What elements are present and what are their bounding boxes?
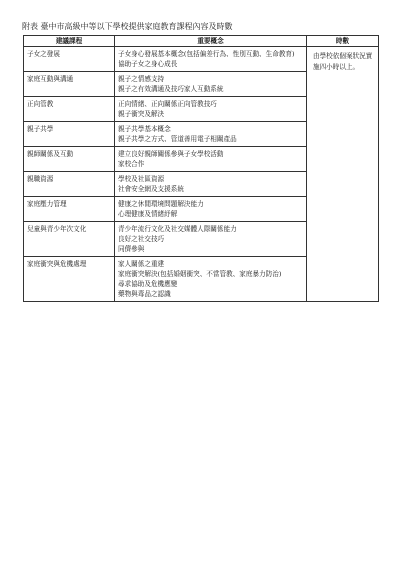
concepts-cell [115, 147, 307, 172]
course-cell: 正向管教 [24, 97, 115, 122]
course-cell: 家庭壓力管理 [24, 197, 115, 222]
concept-item: 家人關係之重建 [118, 260, 165, 268]
concepts-cell [115, 122, 307, 147]
concept-item: 親子之有效溝通及技巧家人互動系統 [118, 85, 224, 93]
concepts-cell [115, 222, 307, 257]
concept-item: 正向情緒、正向關係正向管教技巧 [118, 100, 217, 108]
header-hours: 時數 [307, 36, 379, 47]
concept-item: 親子共學基本概念 [118, 125, 171, 133]
concept-item: 子女身心發展基本概念(包括偏差行為、性別互動、生命教育) [118, 50, 295, 58]
concept-item: 家校合作 [118, 160, 145, 168]
concepts-cell [115, 47, 307, 72]
concept-item: 同儕參與 [118, 245, 145, 253]
table-header-row [24, 36, 379, 47]
concept-item: 親子衝突及解決 [118, 110, 165, 118]
course-cell: 親子共學 [24, 122, 115, 147]
header-course: 建議課程 [24, 36, 115, 47]
course-cell: 親職資源 [24, 172, 115, 197]
concept-item: 良好之社交技巧 [118, 235, 165, 243]
concept-item: 心理健康及情緒紓解 [118, 210, 178, 218]
concept-item: 青少年流行文化及社交媒體人際關係能力 [118, 225, 237, 233]
concepts-cell [115, 172, 307, 197]
course-cell: 兒童與青少年次文化 [24, 222, 115, 257]
concepts-cell [115, 97, 307, 122]
hours-cell: 由學校依個案狀況實施四小時以上。 [307, 47, 379, 302]
course-cell: 子女之發展 [24, 47, 115, 72]
course-cell: 家庭互動與溝通 [24, 72, 115, 97]
table-row [24, 47, 379, 72]
concept-item: 親子之情感支持 [118, 75, 165, 83]
course-cell: 親師關係及互動 [24, 147, 115, 172]
concept-item: 尋求協助及危機應變 [118, 280, 178, 288]
course-table [23, 35, 379, 302]
concept-item: 藥物與毒品之認識 [118, 290, 171, 298]
concept-item: 學校及社區資源 [118, 175, 165, 183]
concept-item: 家庭衝突解決(包括婚姻衝突、不當管教、家庭暴力防治) [118, 270, 282, 278]
concept-item: 建立良好親師關係參與子女學校活動 [118, 150, 224, 158]
course-cell: 家庭衝突與危機處理 [24, 257, 115, 302]
concepts-cell [115, 257, 307, 302]
concept-item: 健康之休閒環境問題解決能力 [118, 200, 204, 208]
concepts-cell [115, 72, 307, 97]
concept-item: 社會安全網及支援系統 [118, 185, 184, 193]
concept-item: 協助子女之身心成長 [118, 60, 178, 68]
header-concepts: 重要概念 [115, 36, 307, 47]
concepts-cell [115, 197, 307, 222]
concept-item: 親子共學之方式、管道善用電子相關產品 [118, 135, 237, 143]
page-title: 附表 臺中市高級中等以下學校提供家庭教育課程內容及時數 [22, 22, 233, 31]
